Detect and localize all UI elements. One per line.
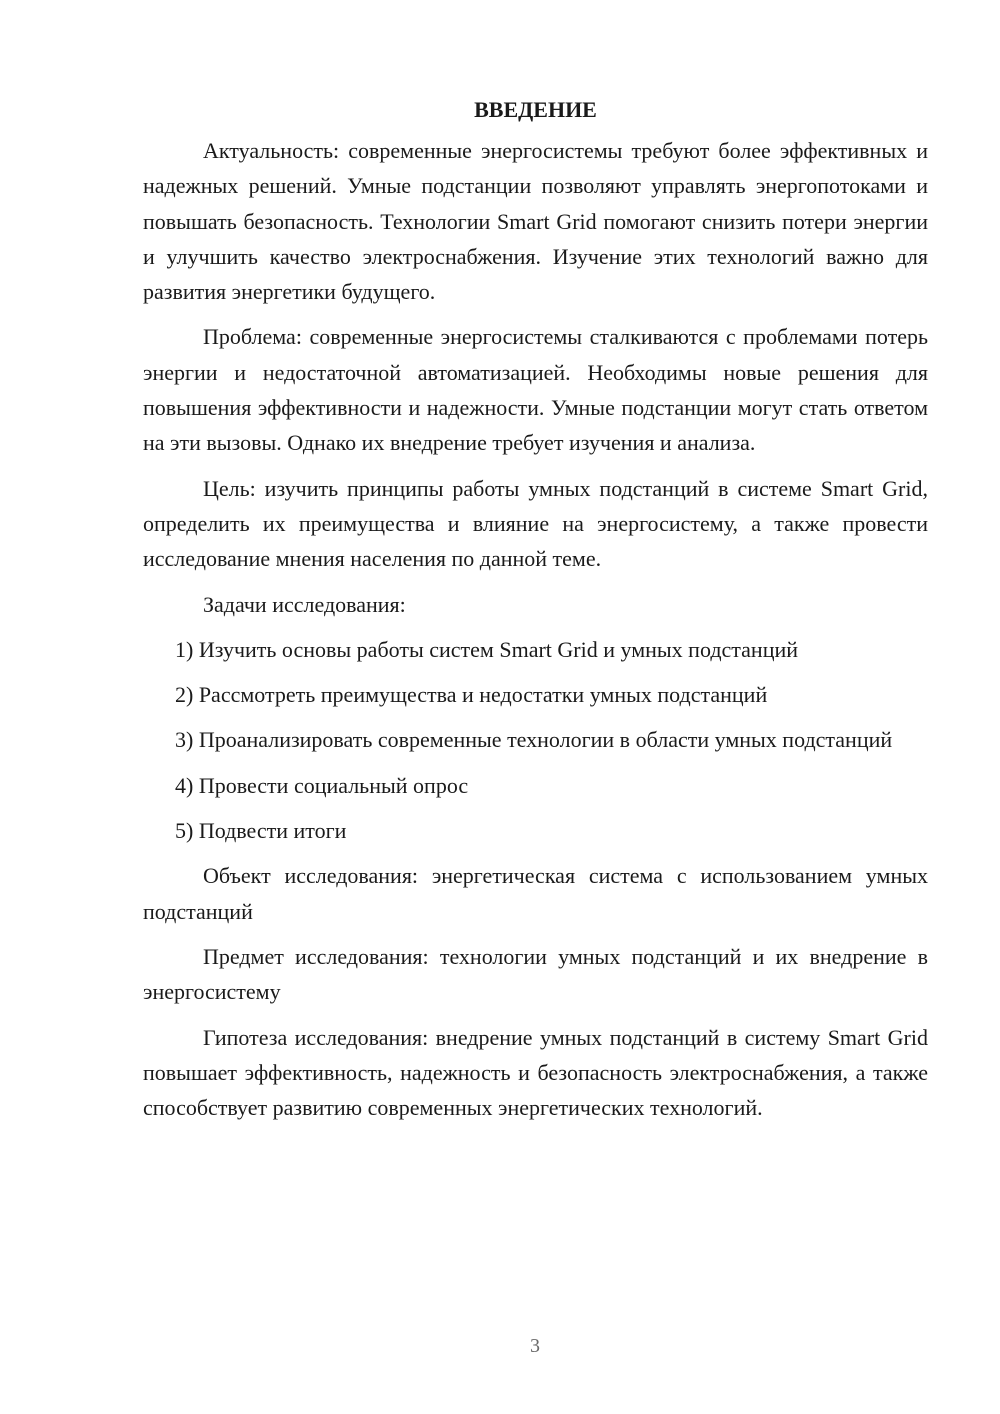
paragraph-goal: Цель: изучить принципы работы умных подстанций в системе Smart Grid, определить их преимущества и влияние на энергосистему, а также провести исследование мнения населения по данной теме. xyxy=(143,475,928,572)
list-item: 1) Изучить основы работы систем Smart Grid и умных подстанций xyxy=(175,636,799,662)
list-item: 4) Провести социальный опрос xyxy=(175,772,469,798)
list-item: 2) Рассмотреть преимущества и недостатки умных подстанций xyxy=(175,682,768,708)
paragraph-subject: Предмет исследования: технологии умных подстанций и их внедрение в энергосистему xyxy=(143,943,928,1005)
paragraph-problem: Проблема: современные энергосистемы сталкиваются с проблемами потерь энергии и недостаточной автоматизацией. Необходимы новые решения для повышения эффективности и надежности. Умные подстанции могут стать ответом на эти вызовы. Однако их внедрение требует изучения и анализа. xyxy=(143,324,928,456)
list-item: 3) Проанализировать современные технологии в области умных подстанций xyxy=(175,727,893,753)
section-title: ВВЕДЕНИЕ xyxy=(474,97,597,122)
paragraph-object: Объект исследования: энергетическая система с использованием умных подстанций xyxy=(143,863,928,924)
tasks-heading: Задачи исследования: xyxy=(203,591,406,617)
page-number: 3 xyxy=(530,1335,540,1357)
paragraph-hypothesis: Гипотеза исследования: внедрение умных подстанций в систему Smart Grid повышает эффективность, надежность и безопасность электроснабжения, а также способствует развитию современных энергетических технологий. xyxy=(143,1024,928,1121)
document-page xyxy=(143,92,928,1125)
paragraph-relevance: Актуальность: современные энергосистемы требуют более эффективных и надежных решений. Умные подстанции позволяют управлять энергопотоками и повышать безопасность. Технологии Smart Grid помогают снизить потери энергии и улучшить качество электроснабжения. Изучение этих технологий важно для развития энергетики будущего. xyxy=(143,138,928,305)
list-item: 5) Подвести итоги xyxy=(175,818,347,844)
